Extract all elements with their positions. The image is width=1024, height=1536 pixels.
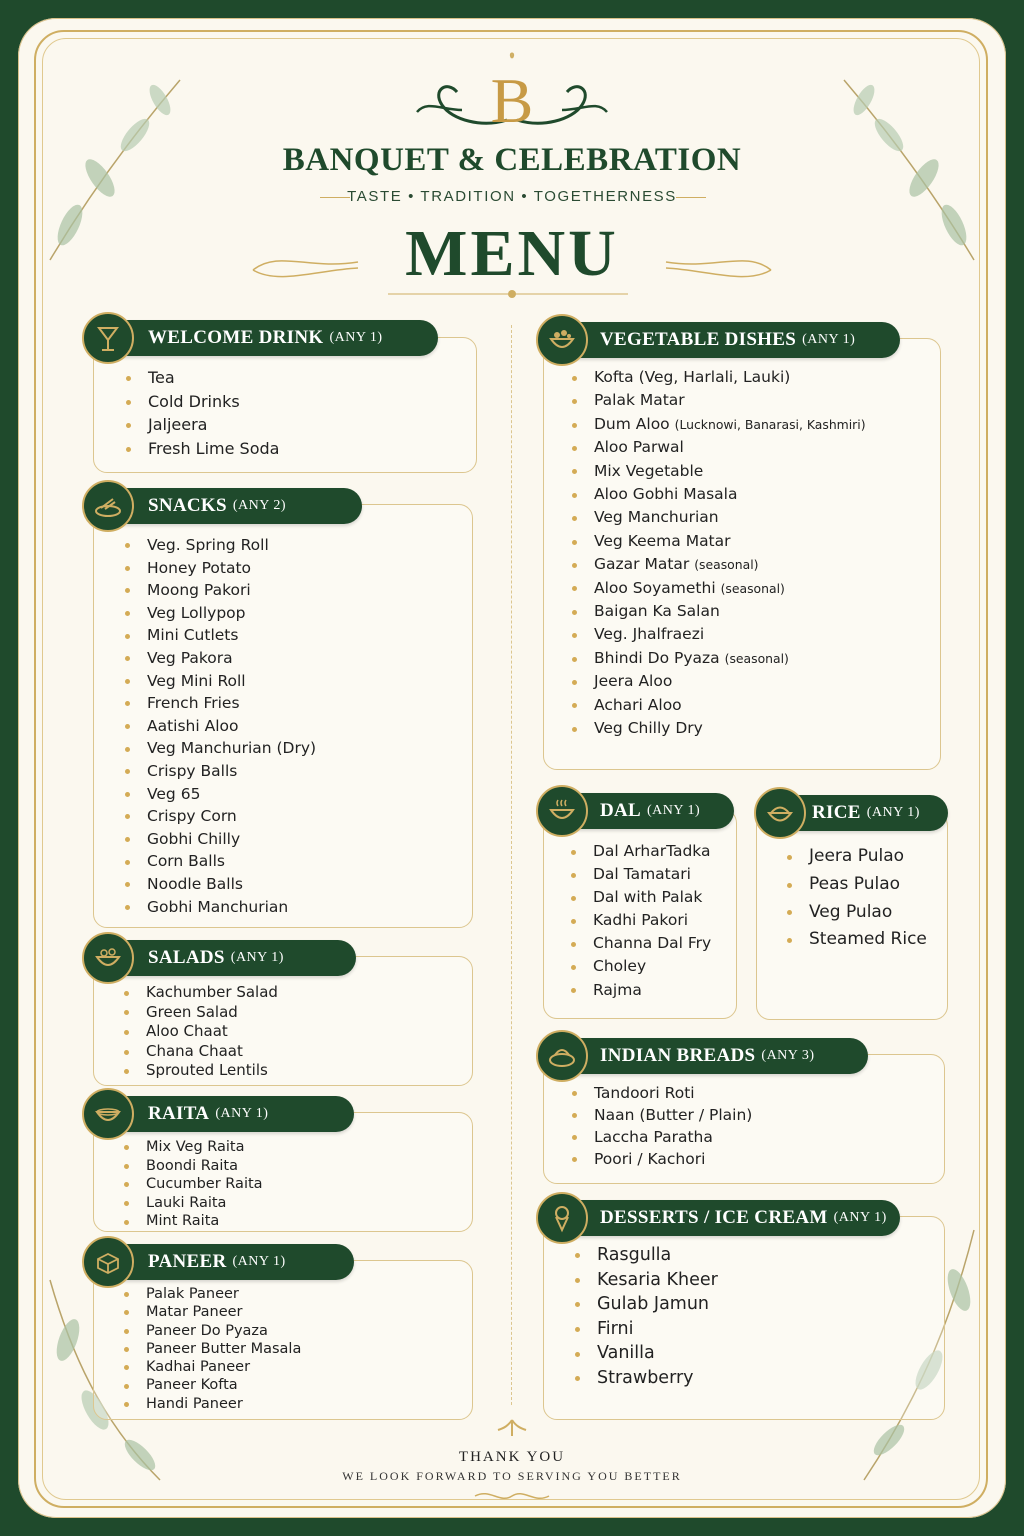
menu-item: Chana Chaat [122, 1042, 278, 1062]
menu-item: Gobhi Chilly [123, 828, 316, 851]
menu-item: Matar Paneer [122, 1303, 301, 1321]
menu-item: Crispy Corn [123, 805, 316, 828]
menu-item: Moong Pakori [123, 579, 316, 602]
indian-breads-list [570, 1082, 752, 1170]
menu-item [570, 623, 866, 646]
vegetable-bowl-icon [536, 314, 588, 366]
paneer-cube-icon [82, 1236, 134, 1288]
welcome-drink-banner [110, 320, 438, 356]
menu-item: Laccha Paratha [570, 1126, 752, 1148]
desserts-banner [562, 1200, 900, 1236]
menu-item: Strawberry [573, 1366, 718, 1391]
menu-item-name: Dum Aloo [594, 414, 670, 433]
menu-item [570, 460, 866, 483]
welcome-drink-title: WELCOME DRINK [148, 327, 324, 348]
menu-item: French Fries [123, 692, 316, 715]
menu-item-name: Mix Vegetable [594, 461, 704, 480]
rice-bowl-icon [754, 787, 806, 839]
menu-item: Steamed Rice [785, 926, 927, 954]
menu-item: Dal ArharTadka [569, 840, 711, 863]
menu-item: Aloo Chaat [122, 1022, 278, 1042]
menu-item-name: Aloo Parwal [594, 438, 684, 457]
desserts-list [573, 1243, 718, 1391]
menu-item: Rajma [569, 979, 711, 1002]
menu-item: Fresh Lime Soda [124, 437, 279, 461]
menu-item: Veg Lollypop [123, 602, 316, 625]
menu-item: Paneer Kofta [122, 1376, 301, 1394]
menu-item [570, 670, 866, 693]
desserts-title: DESSERTS / ICE CREAM [600, 1207, 828, 1228]
dal-list [569, 840, 711, 1002]
menu-item: Kesaria Kheer [573, 1268, 718, 1293]
raita-banner [110, 1096, 354, 1132]
menu-item-name: Aloo Soyamethi [594, 578, 716, 597]
menu-item [570, 530, 866, 553]
menu-item: Lauki Raita [122, 1194, 263, 1213]
snacks-title: SNACKS [148, 495, 227, 516]
menu-item: Mix Veg Raita [122, 1138, 263, 1157]
dal-qty: (ANY 1) [647, 803, 701, 818]
rice-list [785, 843, 927, 954]
snacks-banner [110, 488, 362, 524]
menu-item: Vanilla [573, 1341, 718, 1366]
menu-item: Choley [569, 955, 711, 978]
menu-item: Cold Drinks [124, 390, 279, 414]
menu-item: Palak Paneer [122, 1285, 301, 1303]
menu-item [570, 389, 866, 412]
brand-logo [412, 50, 612, 140]
salads-title: SALADS [148, 947, 225, 968]
menu-item [570, 647, 866, 670]
menu-item-name: Palak Matar [594, 391, 685, 410]
paneer-qty: (ANY 1) [232, 1254, 286, 1269]
menu-item-name: Jeera Aloo [594, 672, 673, 691]
salads-qty: (ANY 1) [230, 950, 284, 965]
menu-item: Tea [124, 366, 279, 390]
menu-item-name: Veg Keema Matar [594, 531, 731, 550]
ice-cream-icon [536, 1192, 588, 1244]
menu-item: Paneer Do Pyaza [122, 1322, 301, 1340]
vegetable-dishes-banner [562, 322, 900, 358]
thank-you-text: THANK YOU [458, 1449, 566, 1465]
menu-item: Gobhi Manchurian [123, 896, 316, 919]
menu-item: Kachumber Salad [122, 983, 278, 1003]
menu-item: Boondi Raita [122, 1157, 263, 1176]
bread-basket-icon [536, 1030, 588, 1082]
menu-item: Handi Paneer [122, 1395, 301, 1413]
vegetable-dishes-list [570, 366, 866, 741]
menu-item [570, 483, 866, 506]
menu-item: Jaljeera [124, 413, 279, 437]
menu-item: Honey Potato [123, 557, 316, 580]
menu-item: Dal with Palak [569, 886, 711, 909]
menu-item: Cucumber Raita [122, 1175, 263, 1194]
brand-title: BANQUET & CELEBRATION [282, 142, 742, 178]
column-divider [511, 325, 512, 1405]
menu-item: Corn Balls [123, 850, 316, 873]
menu-item: Peas Pulao [785, 871, 927, 899]
menu-item [570, 600, 866, 623]
menu-item-name: Kofta (Veg, Harlali, Lauki) [594, 368, 791, 386]
menu-item: Channa Dal Fry [569, 932, 711, 955]
paneer-list [122, 1285, 301, 1413]
dal-title: DAL [600, 800, 642, 821]
menu-item: Paneer Butter Masala [122, 1340, 301, 1358]
salad-bowl-icon [82, 932, 134, 984]
menu-item: Veg 65 [123, 783, 316, 806]
menu-item-name: Veg Manchurian [594, 508, 719, 527]
menu-item: Veg Manchurian (Dry) [123, 737, 316, 760]
menu-item [570, 506, 866, 529]
cocktail-icon [82, 312, 134, 364]
menu-item-name: Veg Chilly Dry [594, 719, 703, 738]
menu-item [570, 717, 866, 740]
menu-item: Veg. Spring Roll [123, 534, 316, 557]
menu-item: Kadhi Pakori [569, 909, 711, 932]
rice-title: RICE [812, 802, 861, 823]
tagline: TASTE • TRADITION • TOGETHERNESS [347, 188, 677, 205]
menu-item-note: (seasonal) [724, 650, 789, 666]
menu-item [570, 553, 866, 576]
menu-item: Veg Pulao [785, 899, 927, 927]
menu-item-name: Gazar Matar [594, 555, 690, 574]
vegetable-dishes-title: VEGETABLE DISHES [600, 329, 797, 350]
salads-list [122, 983, 278, 1081]
menu-item-name: Bhindi Do Pyaza [594, 648, 720, 667]
menu-item-name: Achari Aloo [594, 695, 682, 714]
vegetable-dishes-qty: (ANY 1) [802, 332, 856, 347]
welcome-drink-qty: (ANY 1) [329, 330, 383, 345]
indian-breads-banner [562, 1038, 868, 1074]
raita-list [122, 1138, 263, 1231]
dal-pot-icon [536, 785, 588, 837]
raita-title: RAITA [148, 1103, 210, 1124]
snacks-list [123, 534, 316, 918]
menu-item: Sprouted Lentils [122, 1061, 278, 1081]
menu-item: Poori / Kachori [570, 1148, 752, 1170]
indian-breads-qty: (ANY 3) [761, 1048, 815, 1063]
raita-qty: (ANY 1) [215, 1106, 269, 1121]
menu-item: Gulab Jamun [573, 1292, 718, 1317]
menu-item: Crispy Balls [123, 760, 316, 783]
logo-letter: B [490, 65, 534, 136]
menu-item-name: Veg. Jhalfraezi [594, 625, 705, 644]
snack-platter-icon [82, 480, 134, 532]
salads-banner [110, 940, 356, 976]
menu-item: Dal Tamatari [569, 863, 711, 886]
menu-item: Rasgulla [573, 1243, 718, 1268]
footer-subtitle: WE LOOK FORWARD TO SERVING YOU BETTER [342, 1469, 682, 1483]
footer-ornament-top [492, 1418, 532, 1440]
desserts-qty: (ANY 1) [833, 1210, 887, 1225]
menu-item: Firni [573, 1317, 718, 1342]
menu-item [570, 577, 866, 600]
menu-item-note: (seasonal) [694, 557, 759, 573]
menu-item-note: (Lucknowi, Banarasi, Kashmiri) [674, 416, 866, 432]
snacks-qty: (ANY 2) [232, 498, 287, 513]
menu-item-name: Aloo Gobhi Masala [594, 485, 738, 504]
menu-item: Veg Mini Roll [123, 670, 316, 693]
rice-qty: (ANY 1) [866, 805, 920, 820]
raita-bowl-icon [82, 1088, 134, 1140]
paneer-banner [110, 1244, 354, 1280]
menu-item [570, 413, 866, 436]
indian-breads-title: INDIAN BREADS [600, 1045, 756, 1066]
menu-item: Jeera Pulao [785, 843, 927, 871]
menu-item-name: Baigan Ka Salan [594, 602, 720, 621]
menu-item: Noodle Balls [123, 873, 316, 896]
menu-item [570, 694, 866, 717]
menu-title: MENU [405, 217, 619, 290]
menu-item [570, 436, 866, 459]
menu-item: Tandoori Roti [570, 1082, 752, 1104]
menu-item: Kadhai Paneer [122, 1358, 301, 1376]
menu-item: Aatishi Aloo [123, 715, 316, 738]
footer-ornament-bottom [470, 1486, 554, 1506]
menu-item: Naan (Butter / Plain) [570, 1104, 752, 1126]
title-flourish [248, 240, 776, 302]
menu-item: Mint Raita [122, 1212, 263, 1231]
menu-item-note: (seasonal) [720, 580, 785, 596]
paneer-title: PANEER [148, 1251, 227, 1272]
welcome-drink-list [124, 366, 279, 461]
menu-item [570, 366, 866, 389]
menu-item: Green Salad [122, 1003, 278, 1023]
menu-item: Mini Cutlets [123, 624, 316, 647]
menu-item: Veg Pakora [123, 647, 316, 670]
